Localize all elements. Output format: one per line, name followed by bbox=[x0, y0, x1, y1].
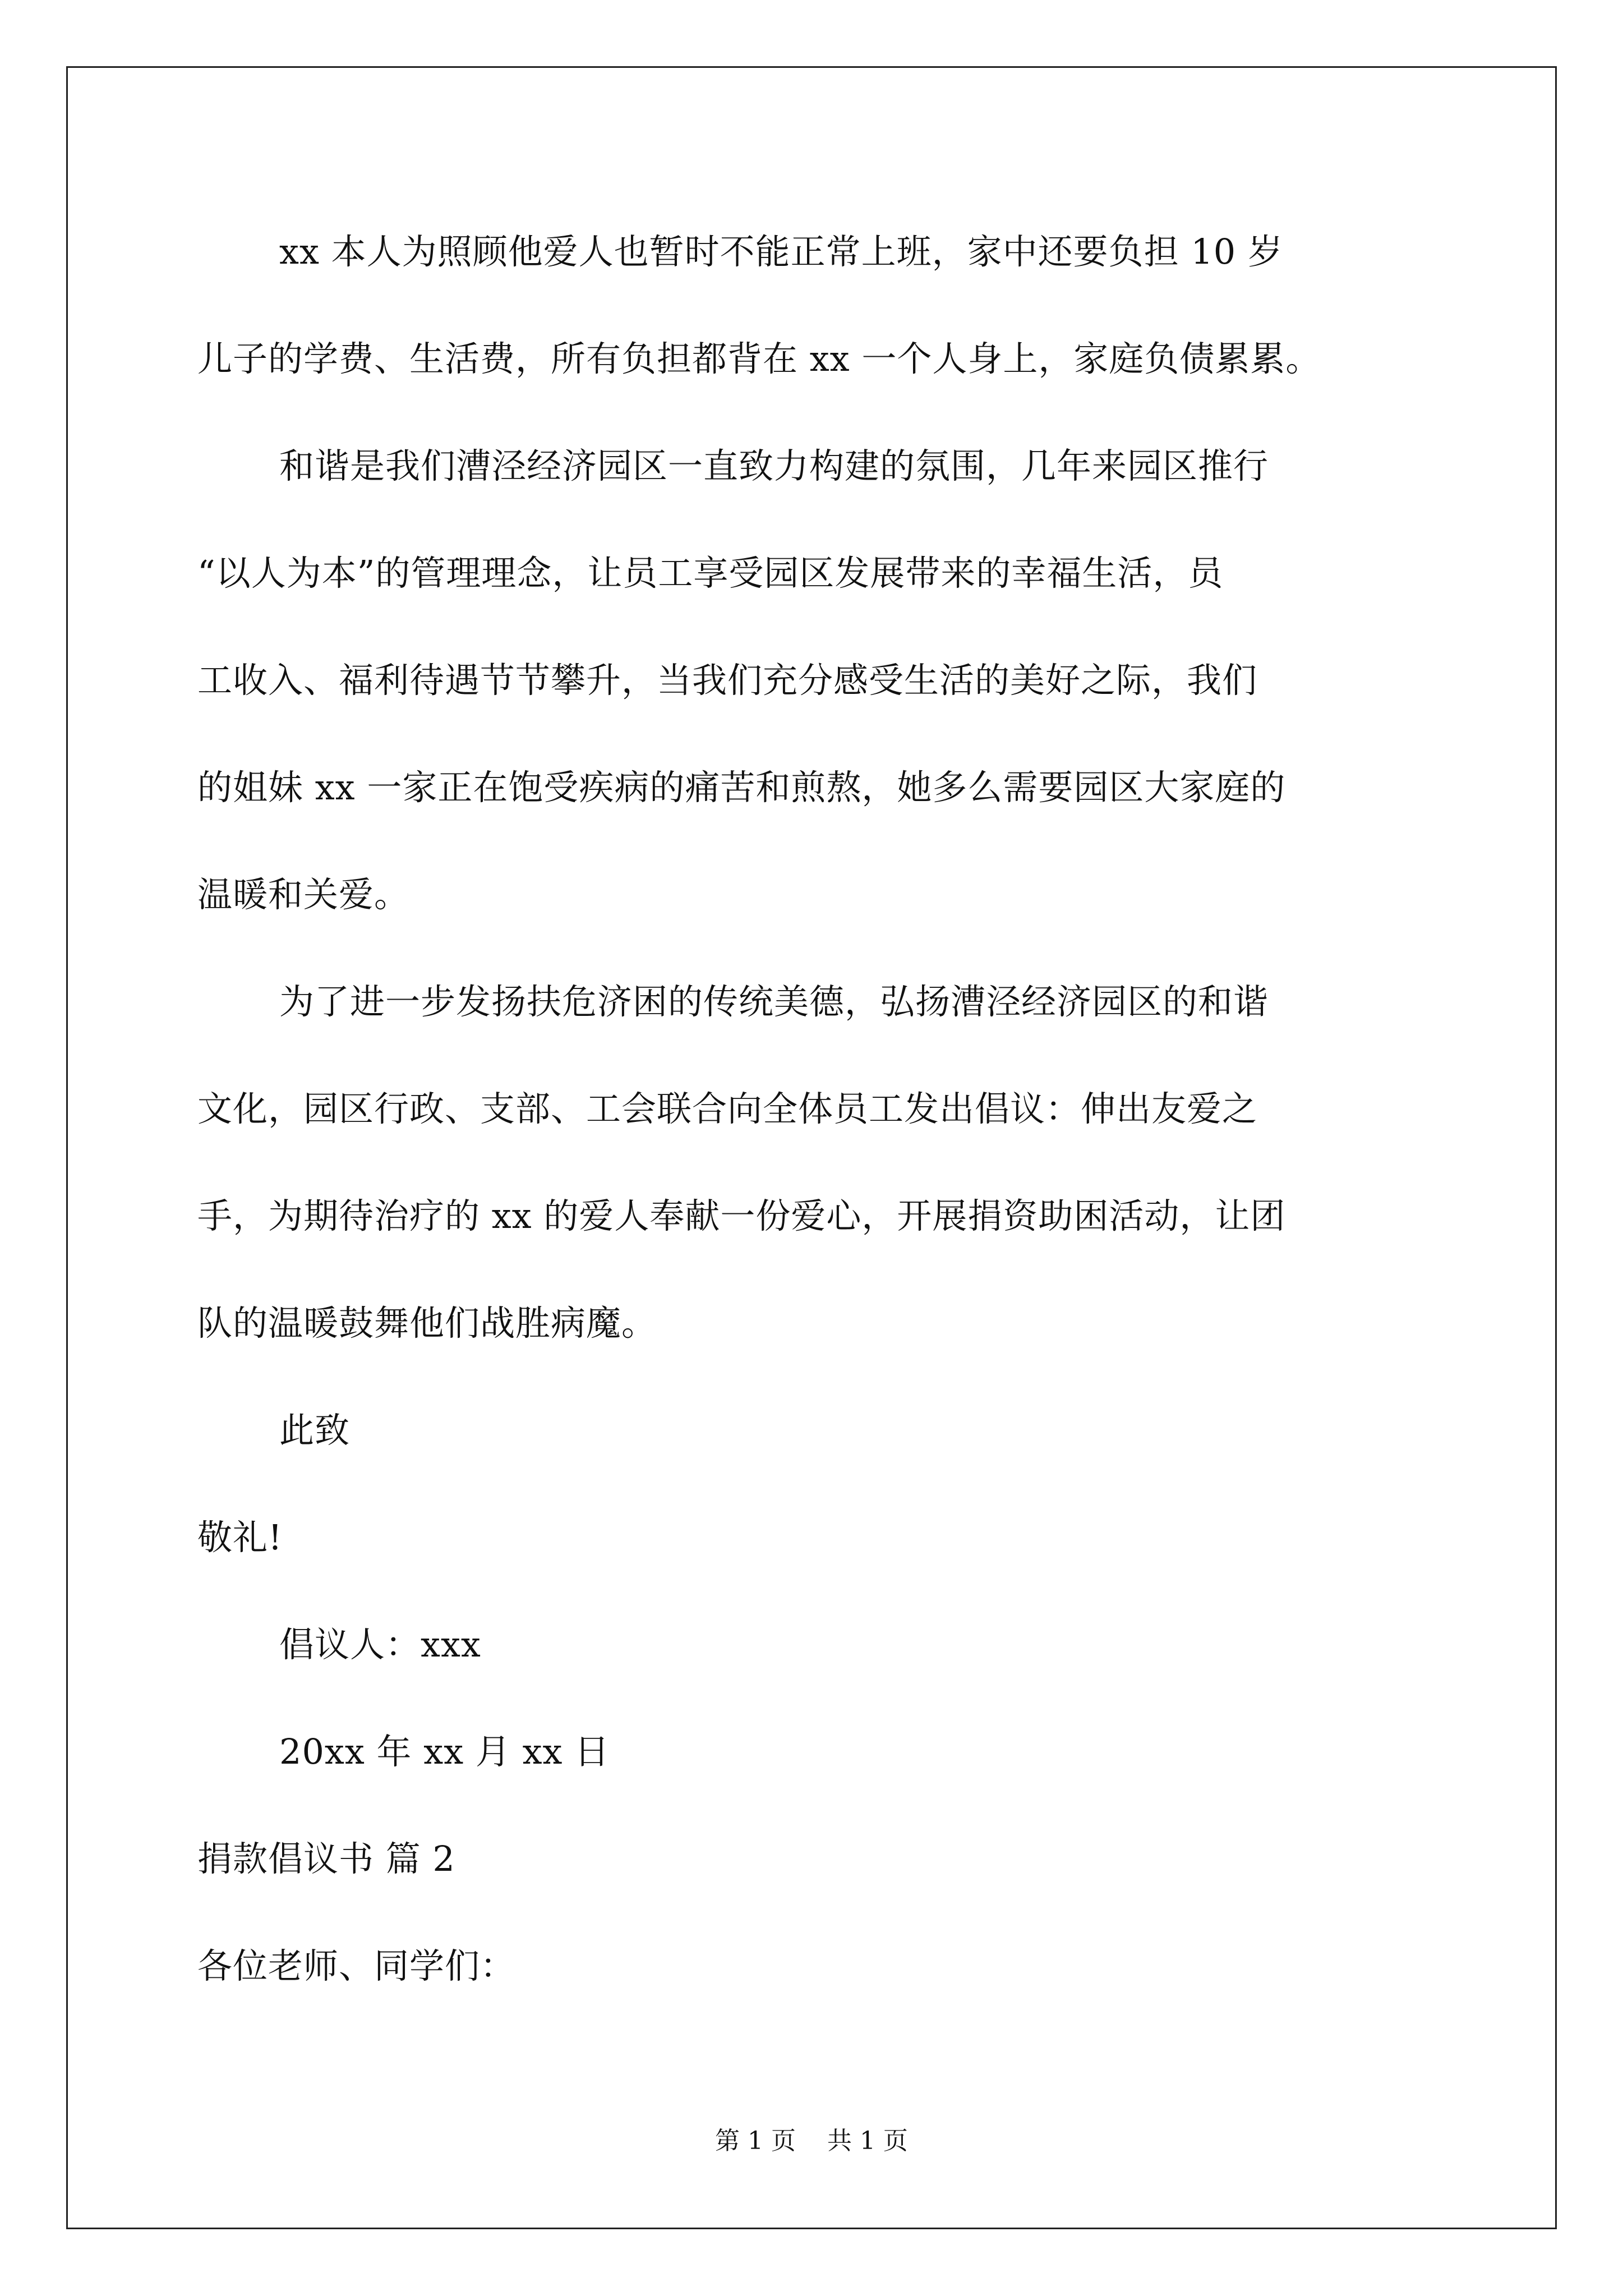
text-line: 队的温暖鼓舞他们战胜病魔。 bbox=[197, 1303, 657, 1343]
text-line: “以人为本”的管理理念，让员工享受园区发展带来的幸福生活，员 bbox=[197, 553, 1224, 593]
page-number-footer: 第 1 页 共 1 页 bbox=[715, 2127, 908, 2155]
text-line: xx 本人为照顾他爱人也暂时不能正常上班，家中还要负担 10 岁 bbox=[279, 231, 1283, 272]
text-line: 温暖和关爱。 bbox=[197, 874, 410, 915]
section-heading: 捐款倡议书 篇 2 bbox=[197, 1838, 455, 1879]
text-line: 儿子的学费、生活费，所有负担都背在 xx 一个人身上，家庭负债累累。 bbox=[197, 338, 1321, 379]
salutation: 敬礼! bbox=[197, 1517, 283, 1558]
text-line: 和谐是我们漕泾经济园区一直致力构建的氛围，几年来园区推行 bbox=[279, 445, 1269, 486]
signature-date: 20xx 年 xx 月 xx 日 bbox=[279, 1731, 610, 1772]
text-line: 文化，园区行政、支部、工会联合向全体员工发出倡议：伸出友爱之 bbox=[197, 1088, 1258, 1129]
initiator-signature: 倡议人：xxx bbox=[279, 1624, 481, 1665]
closing-phrase: 此致 bbox=[279, 1410, 351, 1451]
greeting: 各位老师、同学们： bbox=[197, 1945, 516, 1986]
page-border bbox=[66, 66, 1557, 2229]
text-line: 为了进一步发扬扶危济困的传统美德，弘扬漕泾经济园区的和谐 bbox=[279, 981, 1269, 1022]
text-line: 工收入、福利待遇节节攀升，当我们充分感受生活的美好之际，我们 bbox=[197, 660, 1258, 701]
text-line: 手，为期待治疗的 xx 的爱人奉献一份爱心，开展捐资助困活动，让团 bbox=[197, 1195, 1286, 1236]
text-line: 的姐妹 xx 一家正在饱受疾病的痛苦和煎熬，她多么需要园区大家庭的 bbox=[197, 767, 1286, 808]
